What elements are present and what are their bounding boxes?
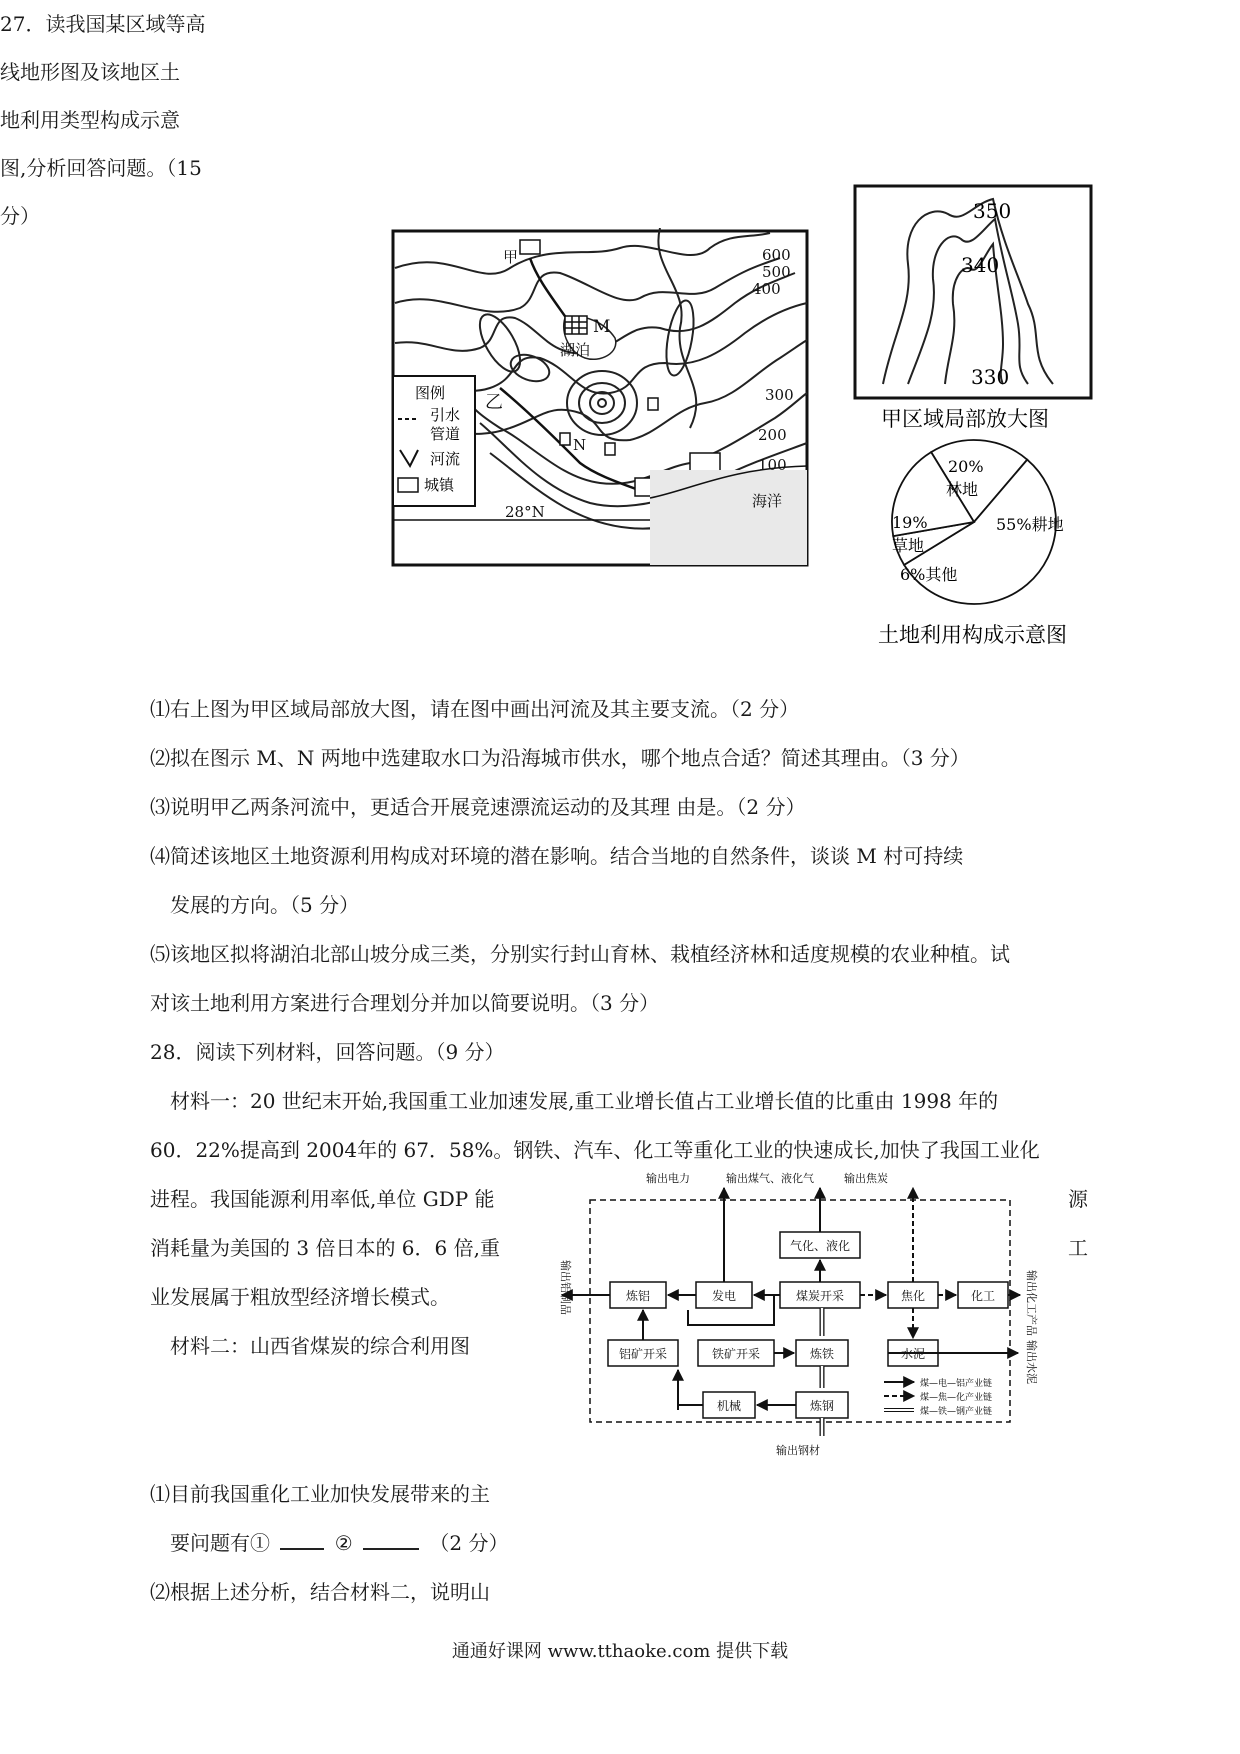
q28-material1-cont: 60．22%提高到 2004年的 67．58%。钢铁、汽车、化工等重化工业的快速成长,加快了我国工业化: [150, 1138, 1040, 1162]
q28-sub-1: ⑴目前我国重化工业加快发展带来的主: [150, 1482, 490, 1506]
q28-material1-cont-end: 源: [1068, 1187, 1088, 1211]
out-steel: 输出钢材: [776, 1444, 820, 1457]
q28-material1: 材料一：20 世纪末开始,我国重工业加速发展,重工业增长值占工业增长值的比重由 1998 年的: [170, 1089, 999, 1113]
q27-heading-line: 27．读我国某区域等高: [0, 12, 206, 36]
legend-chem-chain: 煤—焦—化产业链: [920, 1393, 993, 1403]
q28-material2: 材料二：山西省煤炭的综合利用图: [170, 1334, 470, 1358]
out-aluminium: 输出铝制品: [559, 1260, 572, 1315]
label-latitude: 28°N: [505, 503, 545, 521]
out-power: 输出电力: [646, 1172, 690, 1185]
contour-label: 300: [765, 386, 794, 404]
q27-sub-1: ⑴右上图为甲区域局部放大图，请在图中画出河流及其主要支流。（2 分）: [150, 697, 800, 721]
q28-material1-cont-end: 工: [1068, 1236, 1088, 1260]
box-iron-label: 炼铁: [809, 1347, 835, 1361]
q28-material1-cont: 进程。我国能源利用率低,单位 GDP 能: [150, 1187, 495, 1211]
q27-heading: [0, 0, 220, 240]
zoom-contour-label: 340: [961, 253, 1000, 277]
label-m: M: [593, 317, 611, 337]
box-chem-label: 化工: [970, 1289, 996, 1303]
q27-sub-2: ⑵拟在图示 M、N 两地中选建取水口为沿海城市供水，哪个地点合适？简述其理由。（3 分）: [150, 746, 970, 770]
label-jia: 甲: [503, 248, 519, 266]
town-icon: [605, 443, 615, 455]
zoom-map-caption: 甲区域局部放大图: [881, 407, 1049, 431]
q27-sub-5: ⑸该地区拟将湖泊北部山坡分成三类，分别实行封山育林、栽植经济林和适度规模的农业种植。试: [150, 942, 1010, 966]
q27-heading-line: 图,分析回答问题。（15: [0, 156, 202, 180]
contour-label: 400: [752, 280, 781, 298]
q28-sub-1-score: （2 分）: [429, 1531, 509, 1555]
legend-al-chain: 煤—电—铝产业链: [920, 1379, 993, 1389]
contour-label: 200: [758, 426, 787, 444]
out-chemical: 输出化工产品: [1025, 1270, 1038, 1336]
q27-heading-line: 地利用类型构成示意: [0, 108, 180, 132]
coal-flowchart: [548, 1170, 1048, 1460]
label-yi: 乙: [485, 392, 503, 413]
box-steel-label: 炼钢: [809, 1399, 835, 1413]
answer-blank-2[interactable]: [363, 1530, 419, 1550]
answer-blank-1[interactable]: [280, 1530, 324, 1550]
pie-caption: 土地利用构成示意图: [878, 623, 1067, 647]
q27-sub-3: ⑶说明甲乙两条河流中，更适合开展竞速漂流运动的及其理 由是。（2 分）: [150, 795, 806, 819]
zoom-map: [853, 184, 1093, 434]
q27-heading-line: 分）: [0, 204, 40, 228]
town-icon-jia: [520, 240, 540, 254]
town-symbol: [398, 478, 418, 492]
pie-label-other: 6%其他: [900, 565, 958, 584]
town-icon-m: [565, 316, 587, 334]
town-icon: [560, 433, 570, 445]
box-al-label: 炼铝: [625, 1289, 651, 1303]
q27-sub-4-cont: 发展的方向。（5 分）: [170, 893, 360, 917]
zoom-contour-label: 350: [973, 199, 1012, 223]
map-legend: [393, 376, 475, 506]
q28-sub-1-prefix: 要问题有①: [170, 1531, 270, 1555]
zoom-contour-label: 330: [971, 365, 1010, 389]
label-lake: 湖泊: [560, 341, 591, 359]
contour-label: 600: [762, 246, 791, 264]
town-icon: [648, 398, 658, 410]
pie-label-grass: 草地: [892, 536, 925, 555]
page-footer: 通通好课网 www.tthaoke.com 提供下载: [451, 1641, 789, 1662]
out-coke: 输出焦炭: [844, 1172, 888, 1185]
q28-heading: 28．阅读下列材料，回答问题。（9 分）: [150, 1040, 505, 1064]
pie-label-farmland: 55%耕地: [996, 515, 1064, 534]
q27-sub-5-cont: 对该土地利用方案进行合理划分并加以简要说明。（3 分）: [150, 991, 660, 1015]
q27-sub-4: ⑷简述该地区土地资源利用构成对环境的潜在影响。结合当地的自然条件，谈谈 M 村可持续: [150, 844, 964, 868]
pie-pct-grass: 19%: [892, 513, 928, 532]
q28-material1-cont: 业发展属于粗放型经济增长模式。: [150, 1285, 450, 1309]
label-sea: 海洋: [752, 492, 783, 510]
legend-title: 图例: [415, 384, 446, 402]
pie-label-forest: 林地: [946, 480, 979, 499]
label-n: N: [573, 436, 587, 454]
sea-area: [650, 470, 807, 565]
out-cement: 输出水泥: [1025, 1340, 1038, 1384]
contour-label: 500: [762, 263, 791, 281]
box-gas-label: 气化、液化: [789, 1239, 851, 1253]
contour-label: 100: [758, 456, 787, 474]
legend-steel-chain: 煤—铁—钢产业链: [920, 1407, 993, 1417]
box-cement-label: 水泥: [900, 1347, 926, 1361]
box-bauxite-label: 铝矿开采: [618, 1347, 668, 1361]
legend-river: 河流: [430, 450, 461, 468]
box-coal-label: 煤炭开采: [795, 1289, 845, 1303]
q28-sub-1-mid: ②: [334, 1531, 353, 1555]
flow-legend: [884, 1377, 992, 1417]
q28-sub-1-cont: [170, 1527, 508, 1556]
legend-town: 城镇: [424, 476, 455, 494]
q28-sub-2: ⑵根据上述分析，结合材料二，说明山: [150, 1580, 490, 1604]
pie-pct-forest: 20%: [948, 457, 984, 476]
q28-material1-cont: 消耗量为美国的 3 倍日本的 6．6 倍,重: [150, 1236, 500, 1260]
box-power-label: 发电: [711, 1289, 737, 1303]
q27-heading-line: 线地形图及该地区土: [0, 60, 180, 84]
box-coke-label: 焦化: [900, 1289, 926, 1303]
land-use-pie: [878, 432, 1098, 662]
contour-map: [390, 228, 810, 568]
legend-pipe: 引水: [430, 406, 461, 424]
legend-pipe-line2: 管道: [430, 425, 461, 443]
box-iron-ore-label: 铁矿开采: [711, 1347, 761, 1361]
box-machine-label: 机械: [716, 1399, 742, 1413]
out-gas: 输出煤气、液化气: [726, 1172, 814, 1185]
